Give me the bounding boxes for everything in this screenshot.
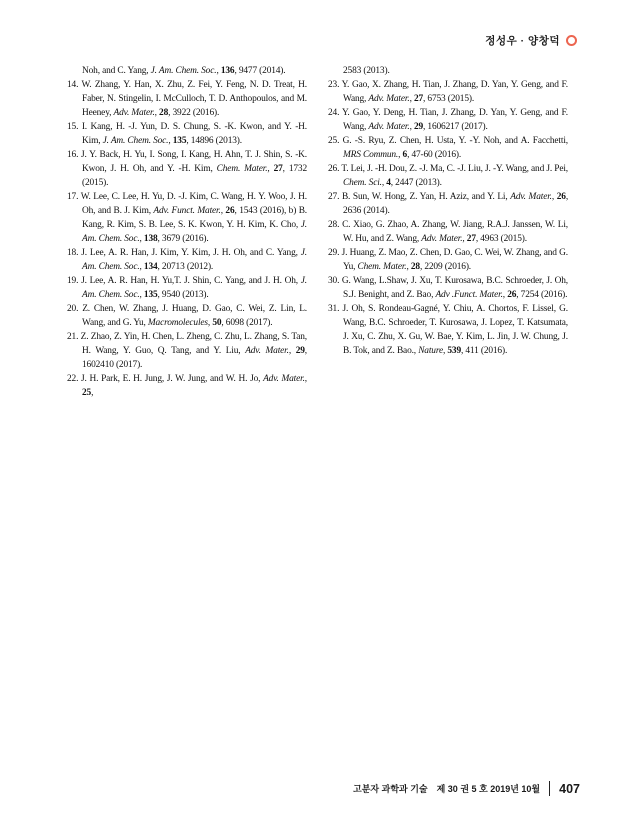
page-footer bbox=[353, 781, 580, 796]
reference-number: 24. bbox=[328, 108, 343, 118]
reference-text-segment: Y. Gao, X. Zhang, H. Tian, J. Zhang, D. Yan, Y. Geng, and F. Wang, bbox=[341, 80, 568, 104]
footer-divider bbox=[549, 781, 550, 796]
reference-text-segment: , bbox=[304, 374, 307, 384]
reference-text-segment: Noh, and C. Yang, bbox=[82, 66, 151, 76]
reference-text-segment: Adv. Mater. bbox=[510, 192, 552, 202]
reference-text-segment: , bbox=[288, 346, 296, 356]
reference-text-segment: Chem. Sci. bbox=[343, 178, 382, 188]
reference-text-segment: , 14896 (2013). bbox=[186, 136, 242, 146]
reference-text-segment: Macromolecules bbox=[147, 318, 208, 328]
reference-item bbox=[67, 274, 307, 302]
reference-item bbox=[328, 274, 568, 302]
reference-text-segment: Y. Gao, Y. Deng, H. Tian, J. Zhang, D. Yan, Y. Geng, and F. Wang, bbox=[342, 108, 569, 132]
reference-text-segment: Adv. Mater. bbox=[245, 346, 289, 356]
ring-icon bbox=[566, 35, 577, 46]
reference-text-segment: 50 bbox=[212, 318, 222, 328]
reference-text-segment: , 2209 (2016). bbox=[419, 262, 471, 272]
reference-text-segment: , bbox=[139, 234, 144, 244]
reference-text-segment: , 7254 (2016). bbox=[516, 290, 568, 300]
reference-item bbox=[67, 78, 307, 120]
reference-text-segment: J. Y. Back, H. Yu, I. Song, I. Kang, H. Ahn, T. J. Shin, S. -K. Kwon, J. H. Oh, and Y. -H. Kim, bbox=[81, 150, 307, 174]
reference-text-segment: , bbox=[406, 262, 411, 272]
reference-text-segment: 4 bbox=[386, 178, 391, 188]
references-section bbox=[67, 64, 568, 400]
reference-text-segment: Z. Chen, W. Zhang, J. Huang, D. Gao, C. Wei, Z. Lin, L. Wang, and G. Yu, bbox=[82, 304, 308, 328]
reference-text-segment: , bbox=[168, 136, 173, 146]
reference-text-segment: 539 bbox=[447, 346, 461, 356]
reference-text-segment: , 4963 (2015). bbox=[475, 234, 527, 244]
reference-text-segment: , 1602410 (2017). bbox=[82, 346, 307, 370]
reference-text-segment: , bbox=[409, 122, 414, 132]
reference-text-segment: , 2447 (2013). bbox=[390, 178, 442, 188]
reference-number: 14. bbox=[67, 80, 82, 90]
reference-item bbox=[328, 134, 568, 162]
reference-text-segment: 136 bbox=[220, 66, 235, 76]
footer-issue-info: 제 30 권 5 호 2019년 10월 bbox=[436, 784, 541, 794]
reference-text-segment: , 20713 (2012). bbox=[157, 262, 214, 272]
reference-text-segment: , 411 (2016). bbox=[461, 346, 508, 356]
reference-number: 31. bbox=[328, 304, 343, 314]
reference-text-segment: , bbox=[409, 94, 414, 104]
reference-text-segment: , 2636 (2014). bbox=[343, 192, 569, 216]
reference-text-segment: , bbox=[502, 290, 508, 300]
reference-text-segment: Adv. Mater. bbox=[368, 122, 410, 132]
reference-number: 21. bbox=[67, 332, 81, 342]
reference-text-segment: C. Xiao, G. Zhao, A. Zhang, W. Jiang, R.A.J. Janssen, W. Li, W. Hu, and Z. Wang, bbox=[342, 220, 568, 244]
reference-number: 30. bbox=[328, 276, 342, 286]
reference-text-segment: Adv. Mater. bbox=[113, 108, 155, 118]
reference-text-segment: J. Lee, A. R. Han, H. Yu,T. J. Shin, C. Yang, and J. H. Oh, bbox=[81, 276, 301, 286]
reference-number: 25. bbox=[328, 136, 343, 146]
reference-number: 26. bbox=[328, 164, 342, 174]
page-header bbox=[485, 33, 577, 48]
reference-text-segment: 29 bbox=[413, 122, 424, 132]
reference-item bbox=[328, 64, 568, 78]
reference-text-segment: I. Kang, H. -J. Yun, D. S. Chung, S. -K. Kwon, and Y. -H. Kim, bbox=[81, 122, 307, 146]
reference-text-segment: T. Lei, J. -H. Dou, Z. -J. Ma, C. -J. Liu, J. -Y. Wang, and J. Pei, bbox=[341, 164, 568, 174]
reference-text-segment: Chem. Mater. bbox=[357, 262, 407, 272]
reference-item bbox=[67, 372, 307, 400]
reference-text-segment: , bbox=[381, 178, 387, 188]
reference-text-segment: J. Am. Chem. Soc. bbox=[82, 220, 307, 244]
reference-text-segment: 27 bbox=[466, 234, 476, 244]
reference-text-segment: J. H. Park, E. H. Jung, J. W. Jung, and W. H. Jo, bbox=[81, 374, 264, 384]
reference-text-segment: , bbox=[216, 66, 221, 76]
references-right-column bbox=[328, 64, 568, 400]
reference-text-segment: 28 bbox=[410, 262, 420, 272]
reference-text-segment: , bbox=[139, 262, 144, 272]
reference-text-segment: , bbox=[220, 206, 226, 216]
reference-text-segment: B. Sun, W. Hong, Z. Yan, H. Aziz, and Y. Li, bbox=[341, 192, 511, 202]
reference-text-segment: , bbox=[154, 108, 160, 118]
reference-number: 16. bbox=[67, 150, 82, 160]
reference-text-segment: 26 bbox=[225, 206, 235, 216]
reference-text-segment: , 9477 (2014). bbox=[234, 66, 286, 76]
reference-text-segment: , bbox=[267, 164, 274, 174]
reference-text-segment: , bbox=[551, 192, 557, 202]
reference-item bbox=[67, 148, 307, 190]
reference-item bbox=[328, 246, 568, 274]
reference-text-segment: , 1732 (2015). bbox=[82, 164, 307, 188]
reference-item bbox=[67, 190, 307, 246]
reference-item bbox=[328, 162, 568, 190]
reference-text-segment: , 9540 (2013). bbox=[157, 290, 209, 300]
reference-text-segment: Chem. Mater. bbox=[216, 164, 268, 174]
reference-text-segment: , bbox=[442, 346, 448, 356]
reference-text-segment: 27 bbox=[413, 94, 424, 104]
reference-item bbox=[67, 302, 307, 330]
reference-number: 17. bbox=[67, 192, 81, 202]
reference-text-segment: J. Am. Chem. Soc. bbox=[82, 276, 307, 300]
reference-item bbox=[67, 120, 307, 148]
reference-text-segment: J. Am. Chem. Soc. bbox=[82, 248, 307, 272]
reference-text-segment: 134 bbox=[143, 262, 158, 272]
reference-text-segment: 135 bbox=[172, 136, 187, 146]
reference-text-segment: , 1543 (2016), b) B. Kang, R. Kim, S. B. Lee, S. K. Kwon, Y. H. Kim, K. Cho, bbox=[82, 206, 307, 230]
reference-item bbox=[328, 218, 568, 246]
reference-text-segment: , 47-60 (2016). bbox=[407, 150, 462, 160]
reference-item bbox=[328, 78, 568, 106]
reference-text-segment: , 3679 (2016). bbox=[157, 234, 209, 244]
reference-text-segment: J. Am. Chem. Soc. bbox=[102, 136, 169, 146]
reference-text-segment: Z. Zhao, Z. Yin, H. Chen, L. Zheng, C. Zhu, L. Zhang, S. Tan, H. Wang, Y. Guo, Q. Tang, and Y. Liu, bbox=[80, 332, 307, 356]
reference-item bbox=[328, 302, 568, 358]
page-number: 407 bbox=[559, 781, 580, 796]
reference-text-segment: 27 bbox=[273, 164, 283, 174]
reference-number: 18. bbox=[67, 248, 82, 258]
reference-text-segment: 138 bbox=[143, 234, 158, 244]
reference-text-segment: , bbox=[398, 150, 403, 160]
reference-text-segment: 26 bbox=[556, 192, 566, 202]
reference-text-segment: Adv .Funct. Mater. bbox=[435, 290, 503, 300]
reference-number: 15. bbox=[67, 122, 82, 132]
reference-item bbox=[67, 330, 307, 372]
reference-text-segment: W. Zhang, Y. Han, X. Zhu, Z. Fei, Y. Feng, N. D. Treat, H. Faber, N. Stingelin, I. McCulloch, T. D. Anthopoulos, and M. Heeney, bbox=[81, 80, 307, 118]
reference-text-segment: J. Oh, S. Rondeau-Gagné, Y. Chiu, A. Chortos, F. Lissel, G. Wang, B.C. Schroeder, T. Kurosawa, J. Lopez, T. Katsumata, J. Xu, C. Zhu, X. Gu, W. Bae, Y. Kim, L. Jin, J. W. Chung, J. B. Tok, and Z. Bao., bbox=[342, 304, 568, 356]
reference-number: 23. bbox=[328, 80, 342, 90]
reference-text-segment: J. Am. Chem. Soc. bbox=[150, 66, 217, 76]
reference-text-segment: 6 bbox=[402, 150, 408, 160]
reference-text-segment: J. Lee, A. R. Han, J. Kim, Y. Kim, J. H. Oh, and C. Yang, bbox=[81, 248, 301, 258]
reference-text-segment: Nature bbox=[418, 346, 443, 356]
reference-text-segment: , bbox=[207, 318, 213, 328]
reference-text-segment: , 3922 (2016). bbox=[168, 108, 220, 118]
reference-number: 28. bbox=[328, 220, 343, 230]
reference-text-segment: , 6753 (2015). bbox=[423, 94, 475, 104]
reference-number: 29. bbox=[328, 248, 342, 258]
reference-item bbox=[328, 190, 568, 218]
reference-text-segment: G. -S. Ryu, Z. Chen, H. Usta, Y. -Y. Noh, and A. Facchetti, bbox=[342, 136, 568, 146]
reference-text-segment: Adv. Mater. bbox=[421, 234, 463, 244]
reference-text-segment: 25 bbox=[82, 388, 92, 398]
reference-text-segment: , 6098 (2017). bbox=[221, 318, 273, 328]
reference-item bbox=[67, 246, 307, 274]
reference-text-segment: 2583 (2013). bbox=[343, 66, 390, 76]
reference-number: 19. bbox=[67, 276, 82, 286]
references-left-column bbox=[67, 64, 307, 400]
reference-text-segment: Adv. Mater. bbox=[368, 94, 410, 104]
reference-text-segment: Adv. Mater. bbox=[263, 374, 305, 384]
header-authors: 정성우 · 양창덕 bbox=[485, 35, 560, 47]
reference-text-segment: J. Huang, Z. Mao, Z. Chen, D. Gao, C. Wei, W. Zhang, and G. Yu, bbox=[341, 248, 568, 272]
reference-text-segment: W. Lee, C. Lee, H. Yu, D. -J. Kim, C. Wang, H. Y. Woo, J. H. Oh, and B. J. Kim, bbox=[80, 192, 307, 216]
reference-text-segment: MRS Commun. bbox=[343, 150, 399, 160]
reference-text-segment: , bbox=[91, 388, 94, 398]
reference-text-segment: , bbox=[139, 290, 144, 300]
reference-text-segment: 135 bbox=[143, 290, 158, 300]
reference-text-segment: 26 bbox=[507, 290, 517, 300]
reference-number: 27. bbox=[328, 192, 342, 202]
reference-text-segment: 29 bbox=[295, 346, 305, 356]
reference-item bbox=[67, 64, 307, 78]
reference-number: 20. bbox=[67, 304, 83, 314]
reference-item bbox=[328, 106, 568, 134]
reference-text-segment: Adv. Funct. Mater. bbox=[153, 206, 221, 216]
reference-text-segment: 28 bbox=[159, 108, 169, 118]
footer-journal-title: 고분자 과학과 기술 bbox=[353, 784, 428, 794]
reference-text-segment: , bbox=[462, 234, 467, 244]
reference-text-segment: , 1606217 (2017). bbox=[423, 122, 488, 132]
reference-text-segment: G. Wang, L.Shaw, J. Xu, T. Kurosawa, B.C. Schroeder, J. Oh, S.J. Benight, and Z. Bao, bbox=[341, 276, 568, 300]
reference-number: 22. bbox=[67, 374, 82, 384]
